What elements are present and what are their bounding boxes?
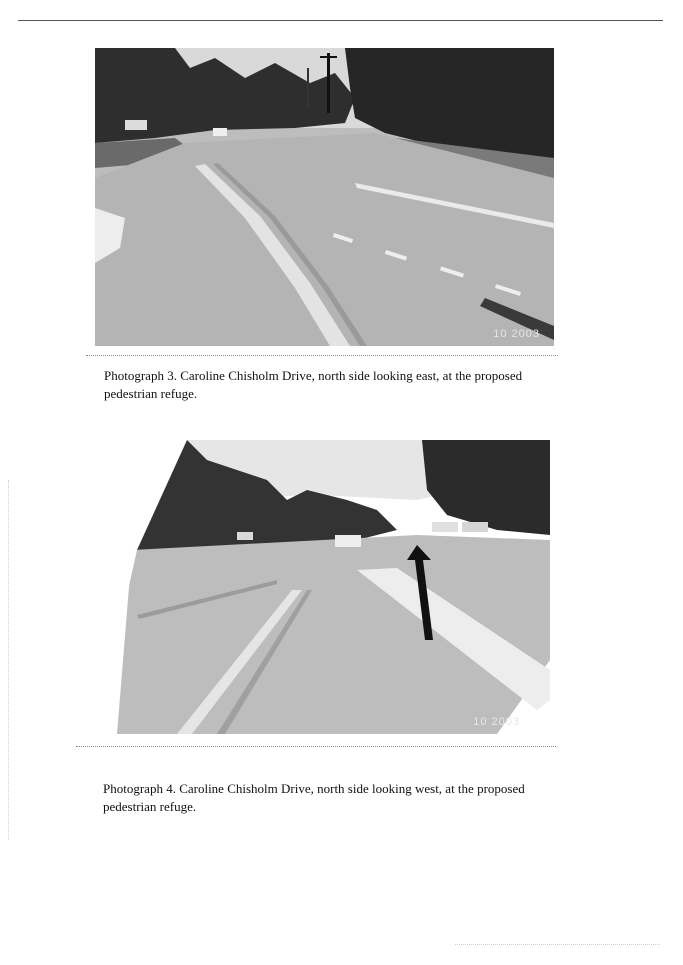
scan-margin-dots bbox=[8, 480, 9, 840]
caption-rule bbox=[86, 355, 558, 356]
scan-bottom-dots bbox=[455, 944, 660, 945]
photograph-4-image bbox=[117, 440, 550, 734]
photograph-3-image bbox=[95, 48, 554, 346]
photograph-4-caption: Photograph 4. Caroline Chisholm Drive, north side looking west, at the proposed pedestrian refuge. bbox=[103, 781, 525, 814]
photograph-3-caption: Photograph 3. Caroline Chisholm Drive, north side looking east, at the proposed pedestrian refuge. bbox=[104, 368, 523, 401]
photograph-4-date-stamp: 10 2003 bbox=[473, 716, 520, 728]
photograph-4 bbox=[117, 440, 550, 734]
caption-rule bbox=[76, 746, 556, 747]
photograph-3-date-stamp: 10 2003 bbox=[493, 328, 540, 340]
photograph-3 bbox=[95, 48, 554, 346]
page-top-rule bbox=[18, 20, 663, 21]
